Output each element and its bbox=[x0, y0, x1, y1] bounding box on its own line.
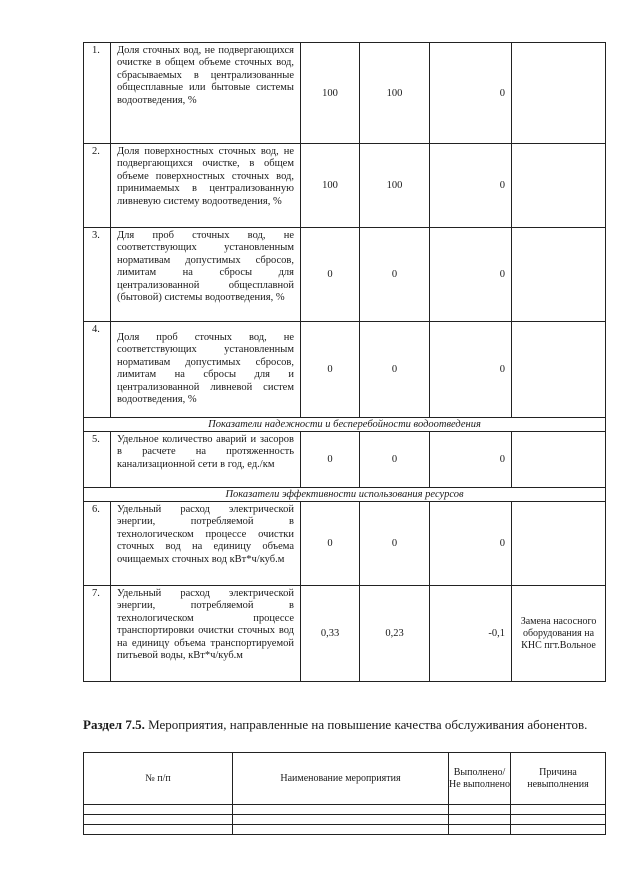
section-row bbox=[84, 488, 606, 502]
fact-value: 0 bbox=[360, 228, 430, 322]
fact-value: 0 bbox=[360, 322, 430, 418]
deviation-value: 0 bbox=[430, 322, 512, 418]
row-number: 4. bbox=[84, 322, 111, 418]
section-title-reliability: Показатели надежности и бесперебойности водоотведения bbox=[84, 418, 606, 432]
indicator-name: Доля сточных вод, не подвергающихся очистке в общем объеме сточных вод, сбрасываемых в централизованные общесплавные или бытовые системы водоотведения, % bbox=[111, 43, 301, 144]
deviation-value: 0 bbox=[430, 144, 512, 228]
indicator-name: Удельный расход электрической энергии, потребляемой в технологическом процессе очистки сточных вод на единицу объема очищаемых сточных вод кВт*ч/куб.м bbox=[111, 502, 301, 586]
reason-cell bbox=[512, 228, 606, 322]
plan-value: 0 bbox=[301, 432, 360, 488]
section-title-efficiency: Показатели эффективности использования ресурсов bbox=[84, 488, 606, 502]
section-heading bbox=[83, 716, 605, 733]
plan-value: 0 bbox=[301, 502, 360, 586]
row-number: 3. bbox=[84, 228, 111, 322]
plan-value: 0 bbox=[301, 228, 360, 322]
deviation-value: 0 bbox=[430, 502, 512, 586]
column-header-event-name: Наименование мероприятия bbox=[233, 753, 449, 805]
table-row bbox=[84, 43, 606, 144]
row-number: 5. bbox=[84, 432, 111, 488]
fact-value: 0,23 bbox=[360, 586, 430, 682]
table-row bbox=[84, 815, 606, 825]
column-header-number: № п/п bbox=[84, 753, 233, 805]
reason-cell bbox=[512, 322, 606, 418]
reason-cell bbox=[512, 43, 606, 144]
indicator-name: Доля проб сточных вод, не соответствующих установленным нормативам допустимых сбросов, лимитам на сбросы для и централизованной ливневой систем водоотведения, % bbox=[111, 322, 301, 418]
deviation-value: 0 bbox=[430, 432, 512, 488]
events-table bbox=[83, 752, 606, 835]
column-header-reason: Причина невыполнения bbox=[511, 753, 606, 805]
plan-value: 0 bbox=[301, 322, 360, 418]
column-header-status: Выполнено/ Не выполнено bbox=[449, 753, 511, 805]
table-header-row bbox=[84, 753, 606, 805]
reason-cell bbox=[512, 502, 606, 586]
table-row bbox=[84, 322, 606, 418]
section-heading-label: Раздел 7.5. bbox=[83, 717, 145, 732]
deviation-value: 0 bbox=[430, 43, 512, 144]
deviation-value: 0 bbox=[430, 228, 512, 322]
table-row bbox=[84, 432, 606, 488]
fact-value: 0 bbox=[360, 432, 430, 488]
reason-cell: Замена насосного оборудования на КНС пгт.Вольное bbox=[512, 586, 606, 682]
indicator-name: Доля поверхностных сточных вод, не подвергающихся очистке, в общем объеме поверхностных сточных вод, принимаемых в централизованную ливневую систему водоотведения, % bbox=[111, 144, 301, 228]
fact-value: 0 bbox=[360, 502, 430, 586]
fact-value: 100 bbox=[360, 43, 430, 144]
reason-cell bbox=[512, 144, 606, 228]
plan-value: 100 bbox=[301, 144, 360, 228]
row-number: 7. bbox=[84, 586, 111, 682]
section-heading-text: Мероприятия, направленные на повышение качества обслуживания абонентов. bbox=[148, 717, 588, 732]
plan-value: 0,33 bbox=[301, 586, 360, 682]
plan-value: 100 bbox=[301, 43, 360, 144]
table-row bbox=[84, 502, 606, 586]
fact-value: 100 bbox=[360, 144, 430, 228]
reason-cell bbox=[512, 432, 606, 488]
section-row bbox=[84, 418, 606, 432]
row-number: 2. bbox=[84, 144, 111, 228]
indicator-name: Удельное количество аварий и засоров в расчете на протяженность канализационной сети в год, ед./км bbox=[111, 432, 301, 488]
indicator-name: Для проб сточных вод, не соответствующих установленным нормативам допустимых сбросов, лимитам на сбросы для централизованной общесплавной (бытовой) системы водоотведения, % bbox=[111, 228, 301, 322]
indicators-table bbox=[83, 42, 606, 682]
table-row bbox=[84, 228, 606, 322]
deviation-value: -0,1 bbox=[430, 586, 512, 682]
row-number: 1. bbox=[84, 43, 111, 144]
table-row bbox=[84, 805, 606, 815]
table-row bbox=[84, 144, 606, 228]
row-number: 6. bbox=[84, 502, 111, 586]
indicator-name: Удельный расход электрической энергии, потребляемой в технологическом процессе транспортировки очистки сточных вод на единицу объема транспортируемой питьевой воды, кВт*ч/куб.м bbox=[111, 586, 301, 682]
table-row bbox=[84, 586, 606, 682]
table-row bbox=[84, 825, 606, 835]
